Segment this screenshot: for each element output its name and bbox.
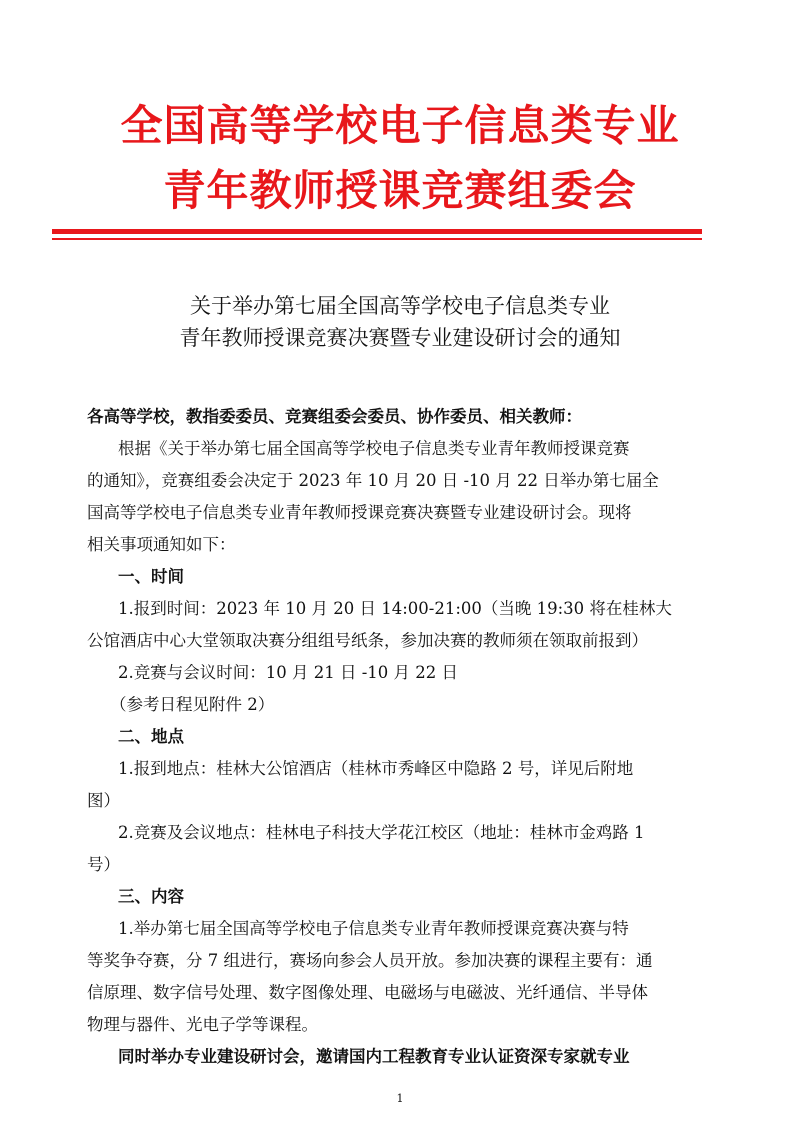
intro-line: 根据《关于举办第七届全国高等学校电子信息类专业青年教师授课竞赛 [118,439,630,458]
page-number: 1 [396,1092,404,1105]
notice-title-line-1: 关于举办第七届全国高等学校电子信息类专业 [190,294,610,318]
time-item-1-cont: 公馆酒店中心大堂领取决赛分组组号纸条，参加决赛的教师须在领取前报到） [87,631,648,650]
header-line-2: 青年教师授课竞赛组委会 [163,166,637,215]
salutation: 各高等学校，教指委委员、竞赛组委会委员、协作委员、相关教师： [87,407,582,426]
section-heading-time: 一、时间 [118,567,184,586]
notice-title-line-2: 青年教师授课竞赛决赛暨专业建设研讨会的通知 [179,326,621,350]
content-item-1-cont: 等奖争夺赛，分 7 组进行，赛场向参会人员开放。参加决赛的课程主要有：通 [87,951,653,970]
content-item-1-cont: 信原理、数字信号处理、数字图像处理、电磁场与电磁波、光纤通信、半导体 [87,983,648,1002]
content-item-1: 1.举办第七届全国高等学校电子信息类专业青年教师授课竞赛决赛与特 [118,919,629,938]
section-heading-content: 三、内容 [118,887,184,906]
intro-line: 的通知》，竞赛组委会决定于 2023 年 10 月 20 日 -10 月 22 日举办第七届全 [87,471,659,490]
time-item-2: 2.竞赛与会议时间：10 月 21 日 -10 月 22 日 [118,663,459,682]
content-item-1-cont: 物理与器件、光电子学等课程。 [87,1015,318,1034]
header-rule-thin [52,238,702,240]
time-note: （参考日程见附件 2） [110,695,275,714]
place-item-1-cont: 图） [87,791,120,810]
section-heading-place: 二、地点 [118,727,184,746]
place-item-2: 2.竞赛及会议地点：桂林电子科技大学花江校区（地址：桂林市金鸡路 1 [118,823,645,842]
intro-line: 国高等学校电子信息类专业青年教师授课竞赛决赛暨专业建设研讨会。现将 [87,503,632,522]
intro-line: 相关事项通知如下： [87,535,236,554]
content-bold-line: 同时举办专业建设研讨会，邀请国内工程教育专业认证资深专家就专业 [118,1047,630,1066]
header-rule-thick [52,229,702,234]
place-item-1: 1.报到地点：桂林大公馆酒店（桂林市秀峰区中隐路 2 号，详见后附地 [118,759,634,778]
place-item-2-cont: 号） [87,855,120,874]
header-line-1: 全国高等学校电子信息类专业 [120,101,680,150]
time-item-1: 1.报到时间：2023 年 10 月 20 日 14:00-21:00（当晚 19:30 将在桂林大 [118,599,672,618]
